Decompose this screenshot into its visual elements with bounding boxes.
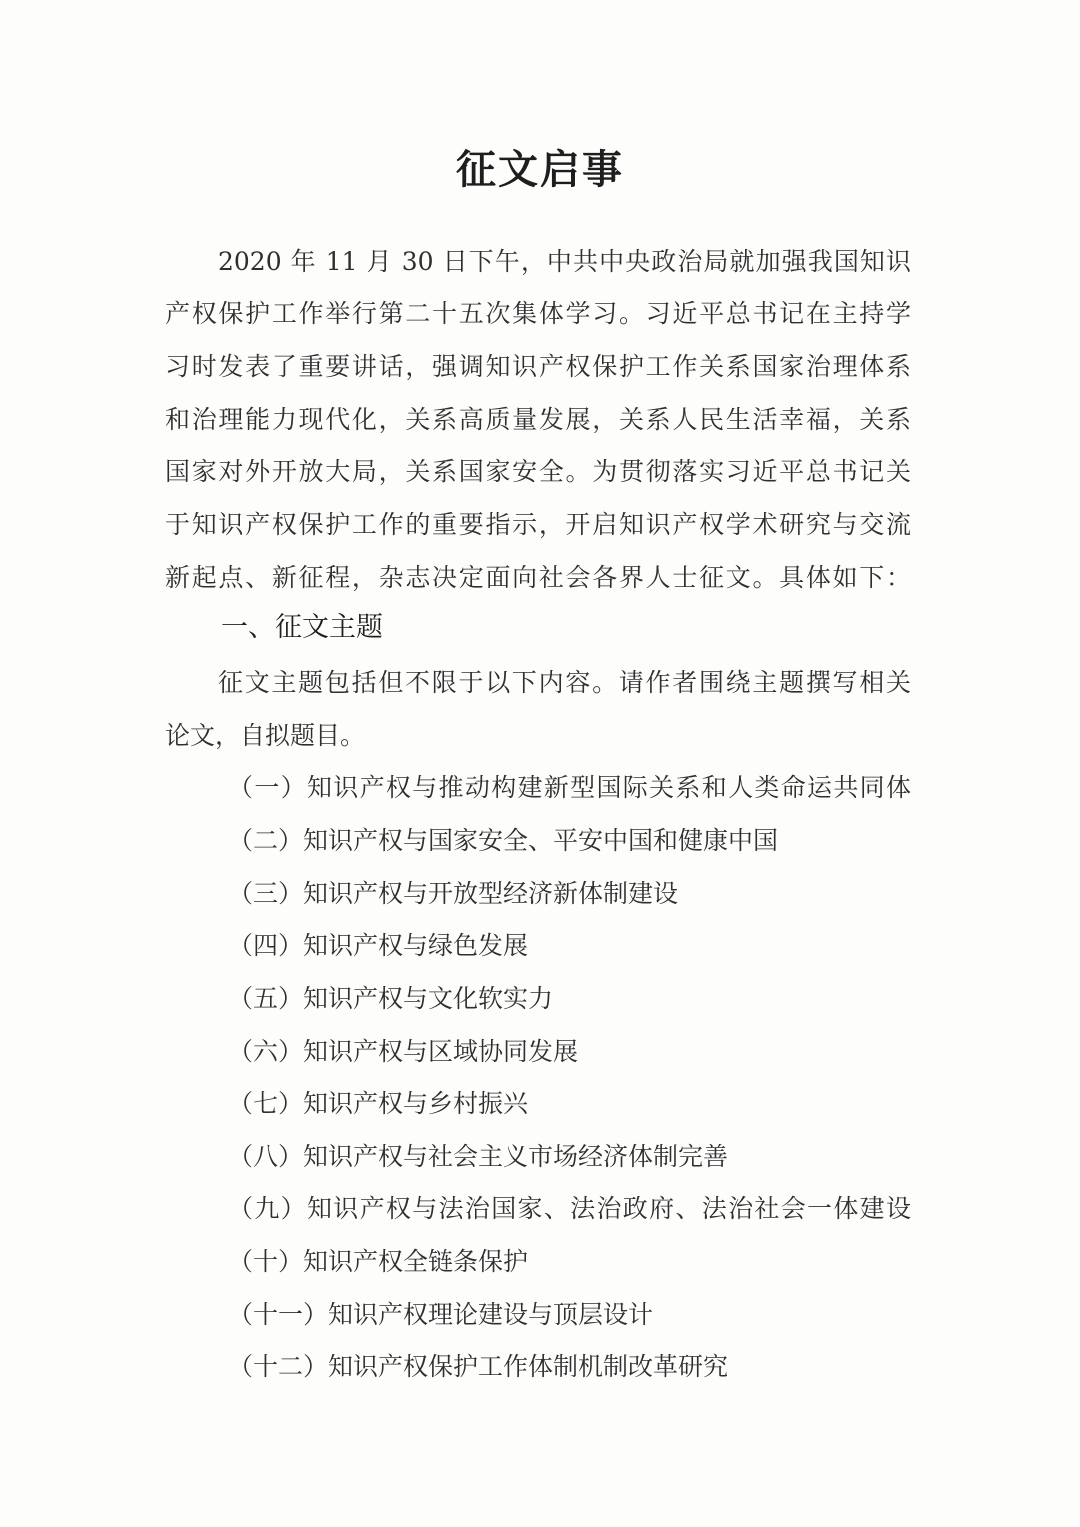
intro-line-2: 产权保护工作举行第二十五次集体学习。习近平总书记在主持学 [165, 299, 911, 328]
intro-line-1: 2020 年 11 月 30 日下午，中共中央政治局就加强我国知识 [218, 247, 911, 276]
intro-line-6: 于知识产权保护工作的重要指示，开启知识产权学术研究与交流 [165, 510, 911, 539]
section-line-2: 论文，自拟题目。 [165, 721, 366, 750]
topic-item: （十）知识产权全链条保护 [228, 1247, 529, 1276]
topic-item: （四）知识产权与绿色发展 [228, 931, 529, 960]
intro-line-4: 和治理能力现代化，关系高质量发展，关系人民生活幸福，关系 [165, 405, 911, 434]
document-title: 征文启事 [456, 146, 624, 193]
topic-item: （五）知识产权与文化软实力 [228, 984, 554, 1013]
topic-item: （一）知识产权与推动构建新型国际关系和人类命运共同体 [228, 773, 911, 802]
section-heading: 一、征文主题 [221, 612, 383, 643]
topic-item: （十二）知识产权保护工作体制机制改革研究 [228, 1352, 729, 1381]
section-line-1: 征文主题包括但不限于以下内容。请作者围绕主题撰写相关 [218, 668, 911, 697]
intro-line-5: 国家对外开放大局，关系国家安全。为贯彻落实习近平总书记关 [165, 457, 911, 486]
topic-item: （三）知识产权与开放型经济新体制建设 [228, 879, 679, 908]
topic-item: （七）知识产权与乡村振兴 [228, 1089, 529, 1118]
intro-line-7: 新起点、新征程，杂志决定面向社会各界人士征文。具体如下： [165, 563, 911, 592]
topic-item: （九）知识产权与法治国家、法治政府、法治社会一体建设 [228, 1194, 911, 1223]
topic-item: （八）知识产权与社会主义市场经济体制完善 [228, 1142, 729, 1171]
topic-item: （六）知识产权与区域协同发展 [228, 1037, 579, 1066]
intro-line-3: 习时发表了重要讲话，强调知识产权保护工作关系国家治理体系 [165, 352, 911, 381]
topic-item: （二）知识产权与国家安全、平安中国和健康中国 [228, 826, 779, 855]
topic-item: （十一）知识产权理论建设与顶层设计 [228, 1300, 654, 1329]
